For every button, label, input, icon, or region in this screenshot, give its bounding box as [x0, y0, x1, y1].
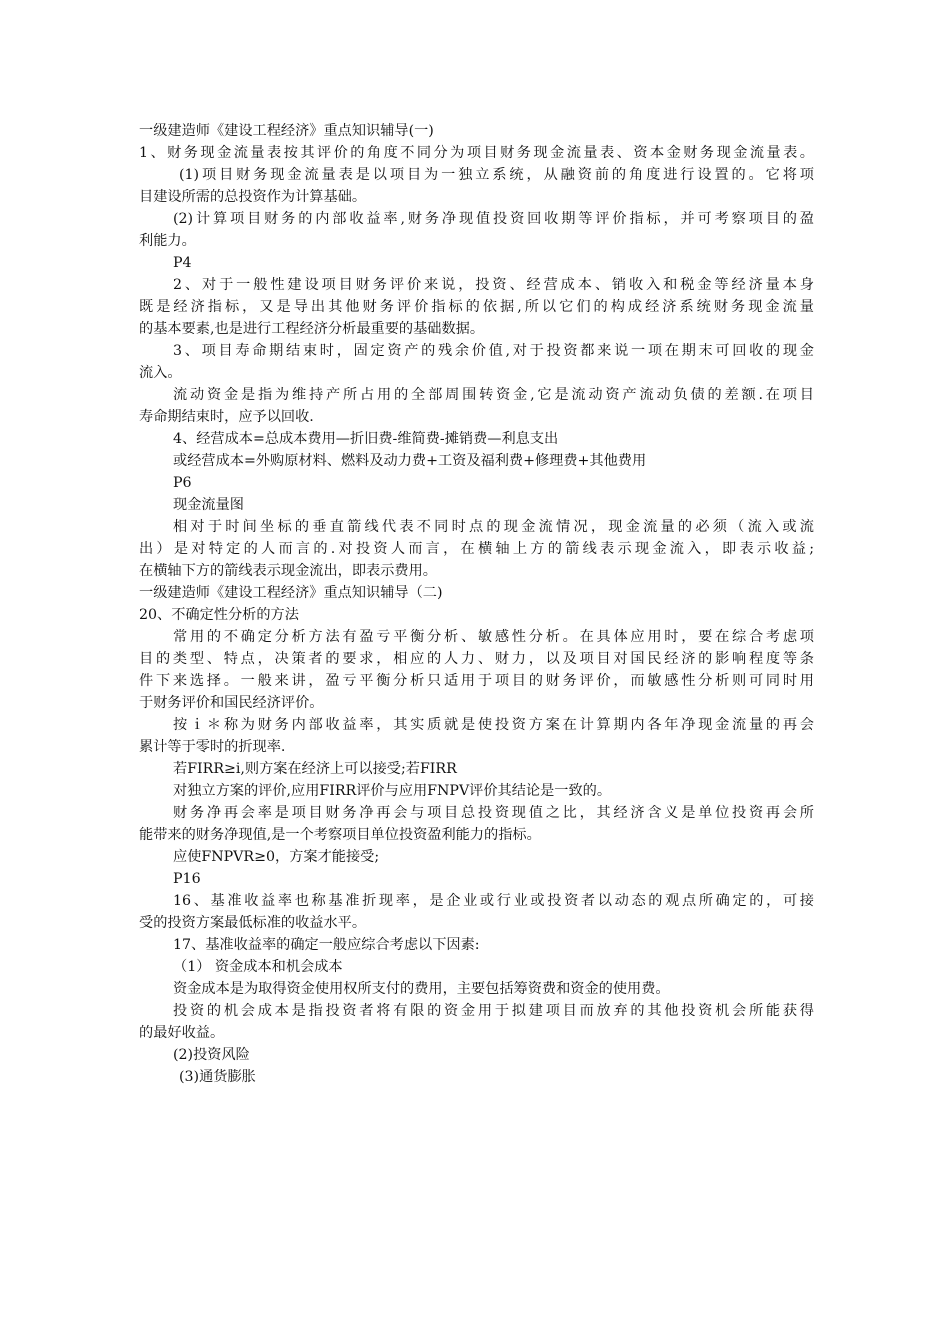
text-line: 累计等于零时的折现率.	[139, 739, 286, 755]
text-line: 4、经营成本=总成本费用—折旧费-维简费-摊销费—利息支出	[173, 431, 559, 447]
text-line: 一级建造师《建设工程经济》重点知识辅导（二)	[139, 585, 443, 601]
document-page	[139, 120, 814, 1088]
text-line: 的最好收益。	[139, 1025, 225, 1041]
text-line: (2)计算项目财务的内部收益率,财务净现值投资回收期等评价指标，并可考察项目的盈	[173, 211, 814, 227]
text-line: 相对于时间坐标的垂直箭线代表不同时点的现金流情况，现金流量的必须（流入或流	[173, 519, 814, 535]
text-line: 出）是对特定的人而言的.对投资人而言，在横轴上方的箭线表示现金流入，即表示收益;	[139, 541, 814, 557]
text-line: (2)投资风险	[173, 1047, 250, 1063]
text-line: 既是经济指标，又是导出其他财务评价指标的依据,所以它们的构成经济系统财务现金流量	[139, 299, 814, 315]
text-line: 投资的机会成本是指投资者将有限的资金用于拟建项目而放弃的其他投资机会所能获得	[173, 1003, 814, 1019]
text-line: 财务净再会率是项目财务净再会与项目总投资现值之比，其经济含义是单位投资再会所	[173, 805, 814, 821]
text-line: （1） 资金成本和机会成本	[173, 959, 343, 975]
text-line: 20、不确定性分析的方法	[139, 607, 299, 623]
text-line: 若FIRR≥i,则方案在经济上可以接受;若FIRR	[173, 761, 457, 777]
text-line: 资金成本是为取得资金使用权所支付的费用，主要包括筹资费和资金的使用费。	[173, 981, 670, 997]
text-line: 流入。	[139, 365, 182, 381]
text-line: 按ｉ＊称为财务内部收益率，其实质就是使投资方案在计算期内各年净现金流量的再会	[173, 717, 814, 733]
text-line: 的基本要素,也是进行工程经济分析最重要的基础数据。	[139, 321, 485, 337]
text-line: 件下来选择。一般来讲，盈亏平衡分析只适用于项目的财务评价，而敏感性分析则可同时用	[139, 673, 814, 689]
text-line: P6	[173, 475, 192, 491]
text-line: P16	[173, 871, 201, 887]
text-line: 或经营成本=外购原材料、燃料及动力费+工资及福利费+修理费+其他费用	[173, 453, 647, 469]
text-line: P4	[173, 255, 192, 271]
text-line: 16、基准收益率也称基准折现率，是企业或行业或投资者以动态的观点所确定的，可接	[173, 893, 814, 909]
text-line: 现金流量图	[173, 497, 244, 513]
text-line: 寿命期结束时，应予以回收.	[139, 409, 314, 425]
text-line: 能带来的财务净现值,是一个考察项目单位投资盈利能力的指标。	[139, 827, 541, 843]
text-line: 目建设所需的总投资作为计算基础。	[139, 189, 367, 205]
text-line: 流动资金是指为维持产所占用的全部周围转资金,它是流动资产流动负债的差额.在项目	[173, 387, 814, 403]
text-line: 在横轴下方的箭线表示现金流出，即表示费用。	[139, 563, 437, 579]
text-line: 应使FNPVR≥0，方案才能接受;	[173, 849, 380, 865]
text-line: 一级建造师《建设工程经济》重点知识辅导(一)	[139, 123, 434, 139]
text-line: 目的类型、特点，决策者的要求，相应的人力、财力，以及项目对国民经济的影响程度等条	[139, 651, 814, 667]
text-line: 3、项目寿命期结束时，固定资产的残余价值,对于投资都来说一项在期末可回收的现金	[173, 343, 814, 359]
text-line: 常用的不确定分析方法有盈亏平衡分析、敏感性分析。在具体应用时，要在综合考虑项	[173, 629, 814, 645]
text-line: 利能力。	[139, 233, 196, 249]
text-line: 1、财务现金流量表按其评价的角度不同分为项目财务现金流量表、资本金财务现金流量表。	[139, 145, 814, 161]
text-line: 于财务评价和国民经济评价。	[139, 695, 324, 711]
text-line: (1)项目财务现金流量表是以项目为一独立系统，从融资前的角度进行设置的。它将项	[179, 167, 814, 183]
text-line: 对独立方案的评价,应用FIRR评价与应用FNPV评价其结论是一致的。	[173, 783, 612, 799]
text-line: 2、对于一般性建设项目财务评价来说，投资、经营成本、销收入和税金等经济量本身	[173, 277, 814, 293]
text-line: 17、基准收益率的确定一般应综合考虑以下因素:	[173, 937, 480, 953]
text-line: 受的投资方案最低标准的收益水平。	[139, 915, 367, 931]
text-line: (3)通货膨胀	[179, 1069, 256, 1085]
